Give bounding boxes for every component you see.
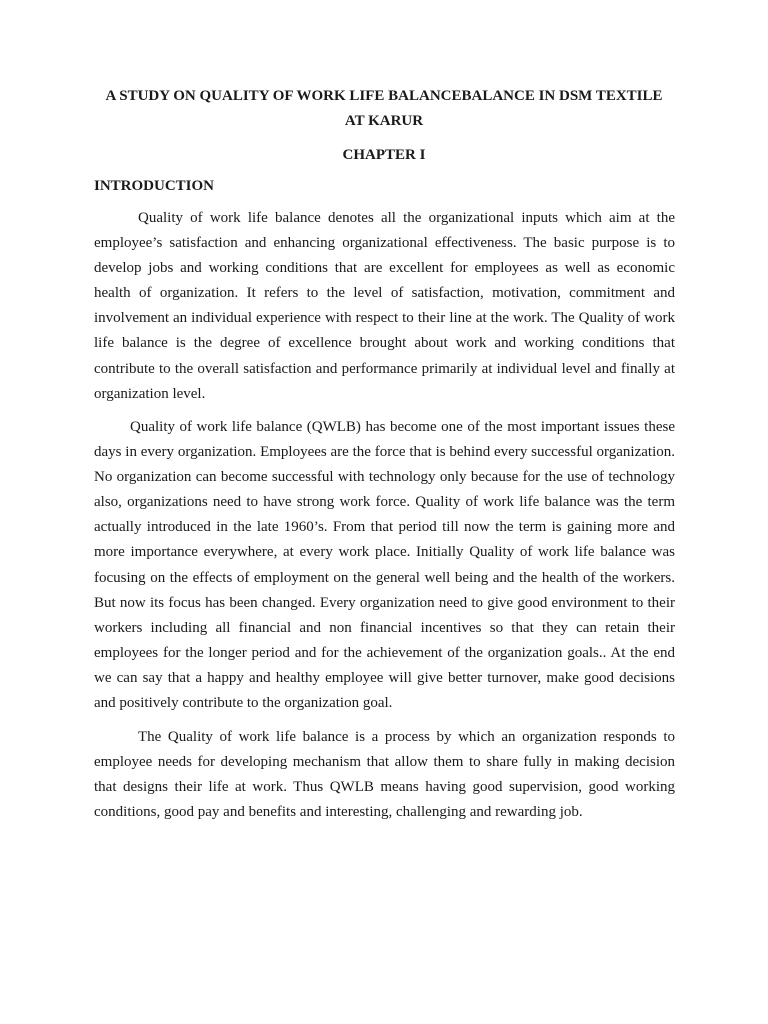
chapter-heading: CHAPTER I [342, 147, 426, 163]
body-paragraph: Quality of work life balance (QWLB) has become one of the most important issues these days in every organization. Employees are the force that is behind every successful organization. No organization can become successful with technology only because for the use of technology also, organizations need to have strong work force. Quality of work life balance was the term actually introduced in the late 1960’s. From that period till now the term is gaining more and more importance everywhere, at every work place. Initially Quality of work life balance was focusing on the effects of employment on the general well being and the health of the workers. But now its focus has been changed. Every organization need to give good environment to their workers including all financial and non financial incentives so that they can retain their employees for the longer period and for the achievement of the organization goals.. At the end we can say that a happy and healthy employee will give better turnover, make good decisions and positively contribute to the organization goal. [94, 419, 675, 712]
document-title-line-1: A STUDY ON QUALITY OF WORK LIFE BALANCEBALANCE IN DSM TEXTILE [105, 88, 663, 104]
document-title-line-2: AT KARUR [344, 113, 424, 129]
body-paragraph: Quality of work life balance denotes all the organizational inputs which aim at the employee’s satisfaction and enhancing organizational effectiveness. The basic purpose is to develop jobs and working conditions that are excellent for employees as well as economic health of organization. It refers to the level of satisfaction, motivation, commitment and involvement an individual experience with respect to their line at the work. The Quality of work life balance is the degree of excellence brought about work and working conditions that contribute to the overall satisfaction and performance primarily at individual level and finally at organization level. [94, 210, 675, 402]
body-paragraph: The Quality of work life balance is a process by which an organization responds to employee needs for developing mechanism that allow them to share fully in making decision that designs their life at work. Thus QWLB means having good supervision, good working conditions, good pay and benefits and interesting, challenging and rewarding job. [94, 729, 675, 821]
section-heading: INTRODUCTION [94, 178, 215, 194]
